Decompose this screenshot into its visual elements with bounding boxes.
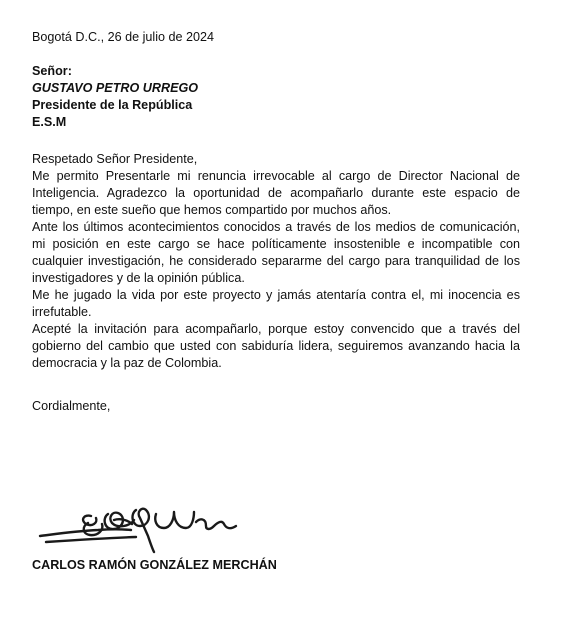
letter-date: Bogotá D.C., 26 de julio de 2024 [32,30,215,44]
recipient-block [32,63,520,131]
paragraph-resignation: Me permito Presentarle mi renuncia irrevocable al cargo de Director Nacional de Inteligencia. Agradezco la oportunidad de acompañarlo durante este espacio de tiempo, en este sueño que hemos compartido por muchos años. [32,169,520,217]
recipient-title: Señor: [32,64,72,78]
signer-name: CARLOS RAMÓN GONZÁLEZ MERCHÁN [32,558,277,572]
paragraph-invitation: Acepté la invitación para acompañarlo, porque estoy convencido que a través del gobierno del cambio que usted con sabiduría lidera, seguiremos avanzando hacia la democracia y la paz de Colombia. [32,322,520,370]
paragraph-events: Ante los últimos acontecimientos conocidos a través de los medios de comunicación, mi posición en este cargo se hace políticamente insostenible e incompatible con cualquier investigación, he considerado separarme del cargo para tranquilidad de los investigadores y de la opinión pública. [32,220,520,285]
closing: Cordialmente, [32,399,111,413]
handwritten-signature [36,496,266,558]
signature-icon [36,496,266,558]
recipient-abbreviation: E.S.M [32,115,67,129]
salutation: Respetado Señor Presidente, [32,152,198,166]
recipient-name: GUSTAVO PETRO URREGO [32,81,199,95]
letter-body [32,29,520,415]
paragraph-innocence: Me he jugado la vida por este proyecto y jamás atentaría contra el, mi inocencia es irrefutable. [32,288,520,319]
recipient-position: Presidente de la República [32,98,193,112]
